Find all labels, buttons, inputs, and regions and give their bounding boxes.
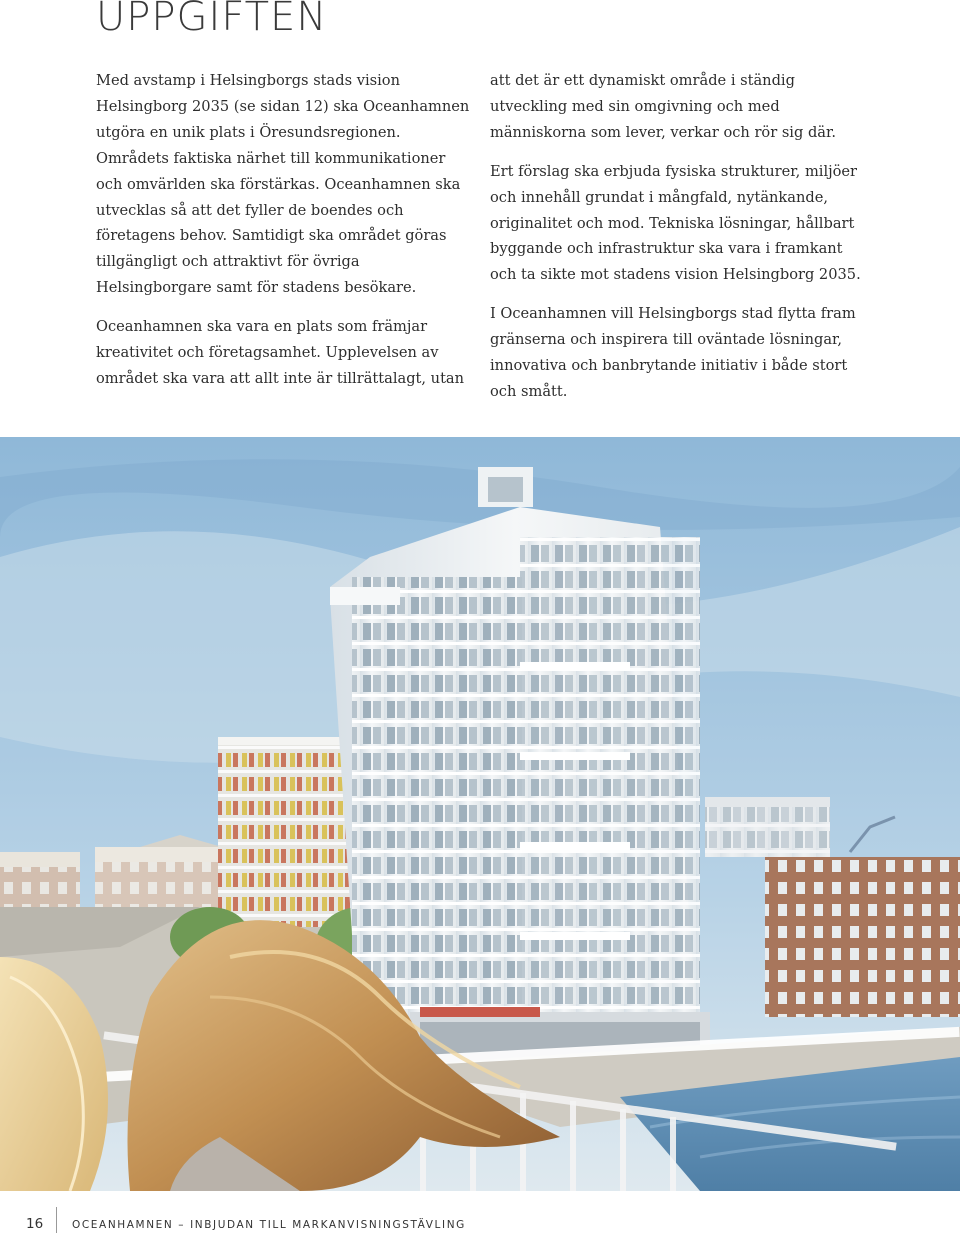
footer-title: OCEANHAMNEN – INBJUDAN TILL MARKANVISNINGSTÄVLING: [72, 1219, 466, 1231]
page-footer: [0, 1191, 960, 1233]
right-paragraph-1: att det är ett dynamiskt område i ständig utveckling med sin omgivning och med människorna som lever, verkar och rör sig där.: [490, 72, 837, 141]
right-text-column: [490, 68, 870, 418]
footer-divider: [56, 1207, 57, 1233]
harbour-illustration: [0, 437, 960, 1191]
right-paragraph-2: Ert förslag ska erbjuda fysiska strukturer, miljöer och innehåll grundat i mångfald, nytänkande, originalitet och mod. Tekniska lösningar, hållbart byggande och infrastruktur ska vara i framkant och ta sikte mot stadens vision Helsingborg 2035.: [490, 162, 861, 284]
left-paragraph-1: Med avstamp i Helsingborgs stads vision Helsingborg 2035 (se sidan 12) ska Oceanhamnen utgöra en unik plats i Öresundsregionen. Områdets faktiska närhet till kommunikationer och omvärlden ska förstärkas. Oceanhamnen ska utvecklas så att det fyller de boendes och företagens behov. Samtidigt ska området göras tillgängligt och attraktivt för övriga Helsingborgare samt för stadens besökare.: [96, 72, 470, 297]
left-paragraph-2: Oceanhamnen ska vara en plats som främjar kreativitet och företagsamhet. Upplevelsen av området ska vara att allt inte är tillrättalagt, utan: [96, 318, 465, 387]
left-text-column: [96, 68, 474, 405]
page-heading: UPPGIFTEN: [96, 0, 328, 40]
page-number: 16: [26, 1216, 44, 1232]
right-paragraph-3: I Oceanhamnen vill Helsingborgs stad flytta fram gränserna och inspirera till oväntade lösningar, innovativa och banbrytande initiativ i både stort och smått.: [490, 305, 856, 400]
